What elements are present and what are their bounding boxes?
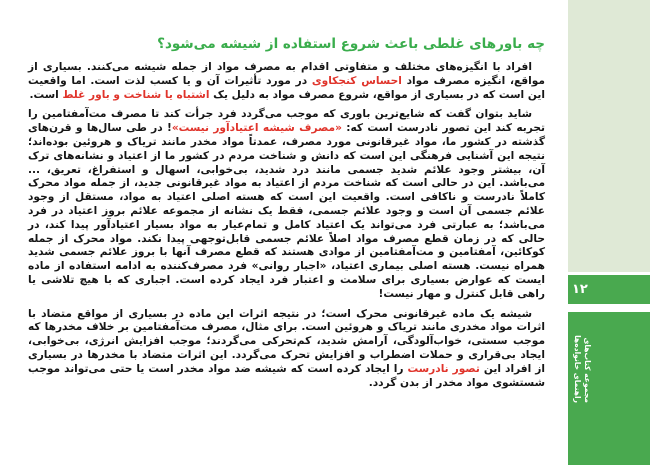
series-title <box>572 317 592 403</box>
highlighted-text: «مصرف شیشه اعتیادآور نیست» <box>171 122 342 135</box>
series-title-line1: مجموعه کتاب‌های <box>583 337 592 403</box>
page-title: چه باورهای غلطی باعث شروع استفاده از شیشه می‌شود؟ <box>157 36 545 52</box>
sidebar-top-panel <box>568 0 650 272</box>
highlighted-text: تصور نادرست <box>407 362 480 375</box>
body-text: است. <box>29 88 63 101</box>
paragraph <box>28 61 545 102</box>
page-number-tab <box>568 275 650 304</box>
body-text: را ایجاد کرده است که شیشه ضد مواد مخدر است یا حتی می‌تواند موجب شستشوی مواد مخدر از بدن گردد. <box>28 362 545 389</box>
highlighted-text: احساس کنجکاوی <box>311 74 402 87</box>
article-body <box>28 61 545 390</box>
body-text: شاید بتوان گفت که شایع‌ترین باوری که موجب می‌گردد فرد جرأت کند تا مصرف مت‌آمفتامین را تجربه کند این تصور نادرست است که: <box>28 108 545 135</box>
body-text: شیشه یک ماده غیرقانونی محرک است؛ در نتیجه اثرات این ماده در بسیاری از مواقع متضاد با اثرات مواد مخدری مانند تریاک و هروئین است. برای مثال، مصرف مت‌آمفتامین بر خلاف مخدرها که موجب سستی، خواب‌آلودگی، آرامش شدید، کم‌تحرکی می‌گردند؛ موجب افزایش انرژی، بی‌خوابی، ایجاد بی‌قراری و حملات اضطراب و افزایش تحرک می‌گردد. این اثرات متضاد با مخدرها در بسیاری از افراد این <box>28 307 546 375</box>
paragraph <box>28 108 545 301</box>
body-text: ! در طی سال‌ها و قرن‌های گذشته در کشور ما، مواد غیرقانونی مورد مصرف، عمدتاً مواد مخدر مانند تریاک و هروئین بوده‌اند؛ نتیجه این آشنایی فرهنگی این است که دانش و شناخت مردم در کشور ما از اعتیاد و نشانه‌های ترک آن، بیشتر وجود علائم شدید جسمی مانند درد شدید، بی‌خوابی، اسهال و استفراغ، تعریق، ... می‌باشد. این در حالی است که شناخت مردم از اعتیاد به مواد غیرقانونی جدید، از جمله مواد محرک کاملاً نادرست و ناکافی است. واقعیت این است که هسته اصلی اعتیاد به مواد، مستقل از وجود علائم جسمی آن است و وجود علائم جسمی، فقط یک نشانه از مجموعه علائم بروز اعتیاد در فرد می‌باشد؛ به عبارتی فرد می‌تواند یک اعتیاد کامل و تمام‌عیار به مواد بسیار اعتیادآور پیدا کند، در حالی که در زمان قطع مصرف مواد اصلاً علائم جسمی قابل‌توجهی پیدا نکند. مواد محرک از جمله کوکائین، آمفتامین و مت‌آمفتامین از موادی هستند که قطع مصرف آنها با بروز علائم جسمی شدید همراه نیست. هسته اصلی بیماری اعتیاد، «اجبار روانی» فرد مصرف‌کننده به ادامه استفاده از ماده ایست که عوارض بسیاری برای سلامت و اعتبار فرد ایجاد کرده است. اجباری که با هیچ تلاشی یا راهی قابل کنترل و مهار نیست! <box>28 122 545 300</box>
highlighted-text: اشتباه یا شناخت و باور غلط <box>62 88 210 101</box>
series-title-line2: راهنمای خانواده‌ها <box>573 335 582 403</box>
body-text: در مورد تأثیرات آن و یا کسب لذت است. اما واقعیت این است که در بسیاری از مواقع، شروع مصرف مواد به دلیل یک <box>28 74 545 101</box>
page-number: ۱۲ <box>572 282 588 297</box>
body-text: افراد با انگیزه‌های مختلف و متفاوتی اقدام به مصرف مواد از جمله شیشه می‌کنند. بسیاری از مواقع، انگیزه مصرف مواد <box>28 61 545 87</box>
article <box>28 36 545 396</box>
series-tab <box>568 312 650 465</box>
paragraph <box>28 308 545 391</box>
